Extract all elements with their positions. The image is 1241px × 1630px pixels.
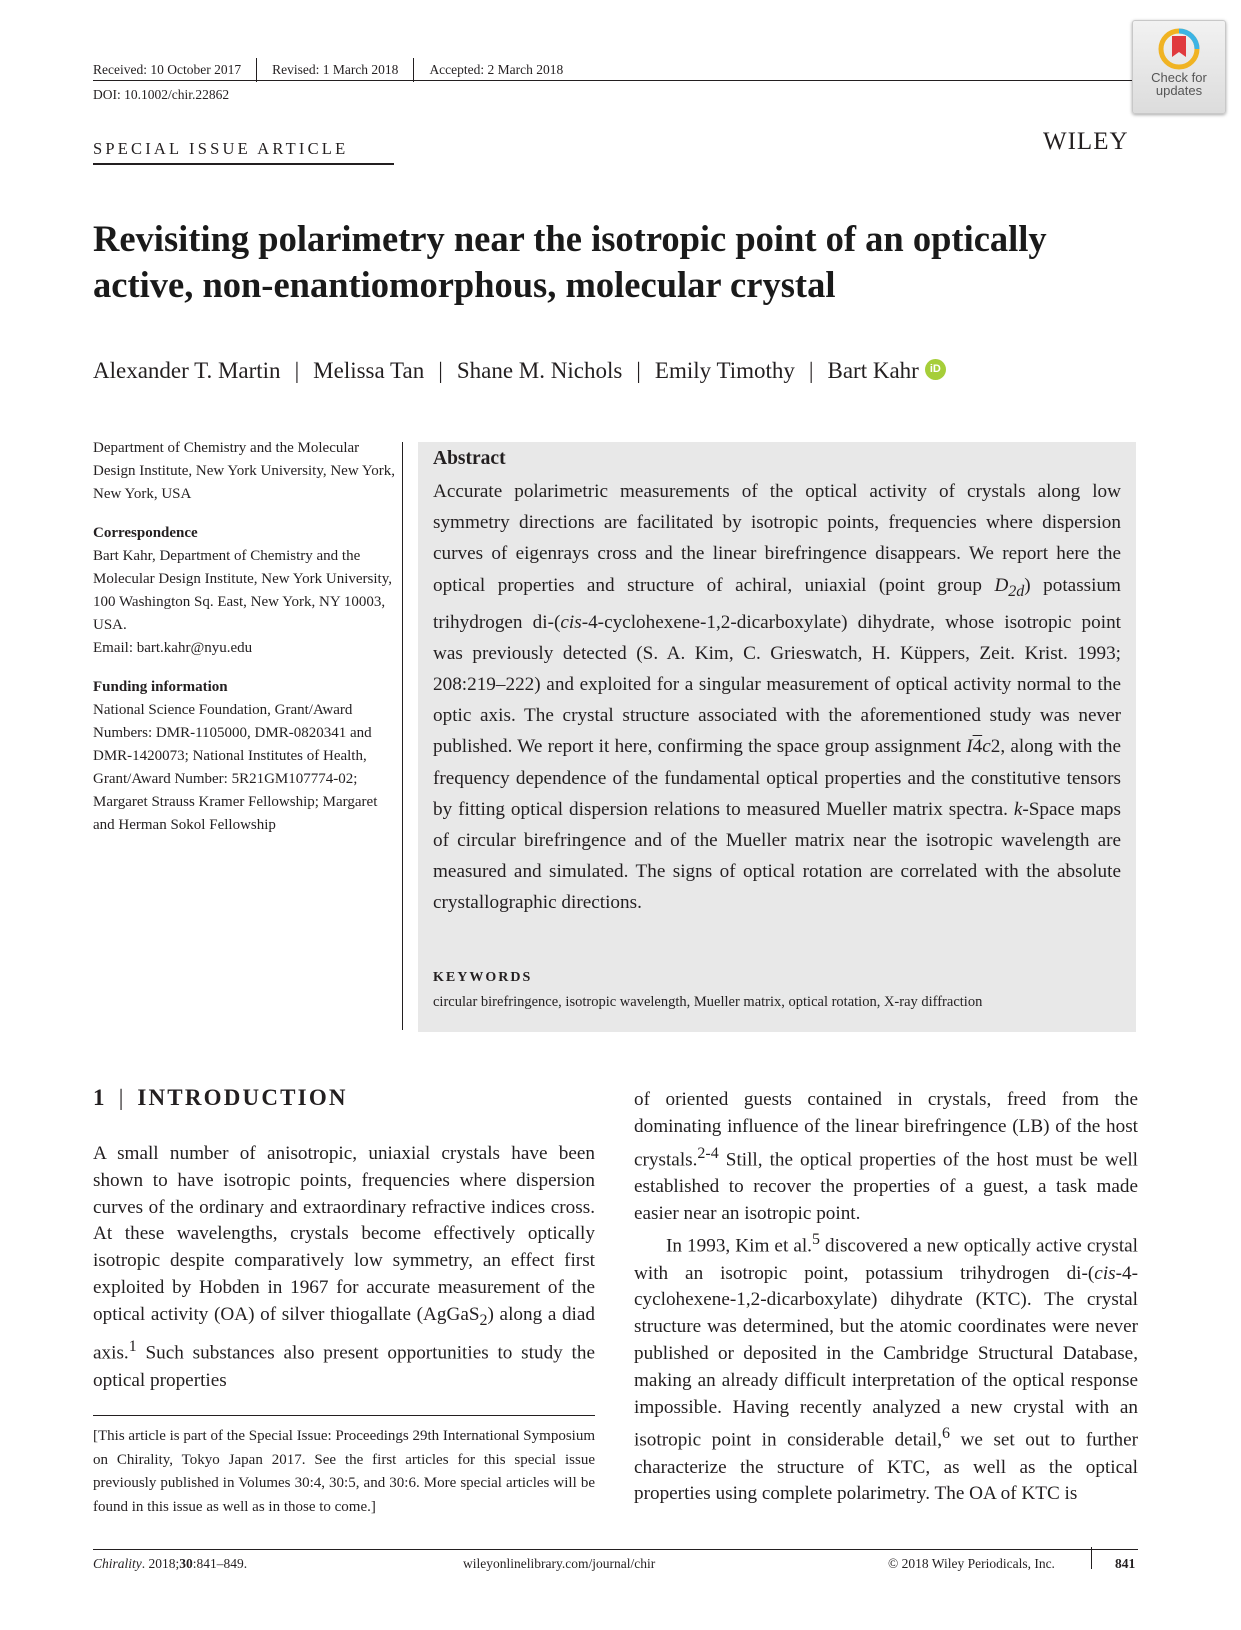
author-divider: | (808, 358, 814, 383)
correspondence-heading: Correspondence (93, 525, 198, 541)
funding-info: National Science Foundation, Grant/Award Numbers: DMR-1105000, DMR-0820341 and DMR-1420073; National Institutes of Health, Grant/Award Number: 5R21GM107774-02; Margaret Strauss Kramer Fellowship; Margaret and Herman Sokol Fellowship (93, 702, 378, 833)
orcid-icon[interactable]: iD (925, 359, 946, 380)
date-divider (256, 58, 257, 82)
author-divider: | (438, 358, 443, 383)
keywords-heading: KEYWORDS (433, 970, 533, 985)
publication-dates (93, 58, 563, 82)
author-divider: | (636, 358, 641, 383)
journal-citation: Chirality. 2018;30:841–849. (93, 1556, 248, 1571)
footnote-rule (93, 1415, 595, 1416)
paragraph: of oriented guests contained in crystals, freed from the dominating influence of the linear birefringence (LB) of the host crystals.$^{2-4}$ Still, the optical properties of the host must be well established to recover the properties of a guest, a task made easier near an isotropic point. (634, 1089, 1138, 1224)
section-heading (93, 1085, 348, 1111)
revised-date: Revised: 1 March 2018 (272, 62, 399, 77)
body-column-left (93, 1141, 595, 1394)
keywords-list: circular birefringence, isotropic wavelength, Mueller matrix, optical rotation, X-ray diffraction (433, 994, 983, 1010)
crossmark-icon (1157, 27, 1201, 71)
journal-url[interactable]: wileyonlinelibrary.com/journal/chir (463, 1556, 656, 1571)
paragraph: A small number of anisotropic, uniaxial crystals have been shown to have isotropic points, frequencies where dispersion curves of the ordinary and extraordinary refractive indices cross. At these wavelengths, crystals become effectively optically isotropic despite comparatively low symmetry, an effect first exploited by Hobden in 1967 for accurate measurement of the optical activity (OA) of silver thiogallate (AgGaS$_2$) along a diad axis.$^1$ Such substances also present opportunities to study the optical properties (93, 1143, 595, 1391)
page-number: 841 (1115, 1556, 1136, 1571)
affiliation: Department of Chemistry and the Molecular Design Institute, New York University, New York, New York, USA (93, 440, 395, 502)
abstract-text: Accurate polarimetric measurements of the optical activity of crystals along low symmetry directions are facilitated by isotropic points, frequencies where dispersion curves of eigenrays cross and the linear birefringence disappears. We report here the optical properties and structure of achiral, uniaxial (point group $D_{2d}$) potassium trihydrogen di-(cis-4-cyclohexene-1,2-dicarboxylate) dihydrate, whose isotropic point was previously detected (S. A. Kim, C. Grieswatch, H. Küppers, Zeit. Krist. 1993; 208:219–222) and exploited for a singular measurement of optical activity normal to the optic axis. The crystal structure associated with the aforementioned study was never published. We report it here, confirming the space group assignment I4c2, along with the frequency dependence of the fundamental optical properties and the constitutive tensors by fitting optical dispersion relations to measured Mueller matrix spectra. k-Space maps of circular birefringence and of the Mueller matrix near the isotropic wavelength are measured and simulated. The signs of optical rotation are correlated with the absolute crystallographic directions. (433, 481, 1121, 914)
article-info-sidebar (93, 437, 398, 837)
author[interactable]: Shane M. Nichols (456, 358, 623, 383)
badge-label: Check for updates (1151, 70, 1207, 98)
footer-divider (1091, 1547, 1092, 1569)
accepted-date: Accepted: 2 March 2018 (429, 62, 564, 77)
author[interactable]: Emily Timothy (654, 358, 795, 383)
date-divider (413, 58, 414, 82)
section-number: 1 (93, 1085, 107, 1110)
citation-link[interactable]: 2-4 (697, 1144, 719, 1162)
correspondence-email[interactable]: Email: bart.kahr@nyu.edu (93, 640, 253, 656)
copyright: © 2018 Wiley Periodicals, Inc. (888, 1556, 1055, 1571)
correspondence-address: Bart Kahr, Department of Chemistry and the Molecular Design Institute, New York University, 100 Washington Sq. East, New York, NY 10003, USA. (93, 548, 392, 633)
citation-link[interactable]: 5 (811, 1231, 820, 1249)
special-issue-footnote: [This article is part of the Special Issue: Proceedings 29th International Symposium on Chirality, Tokyo Japan 2017. See the first articles for this special issue previously published in Volumes 30:4, 30:5, and 30:6. More special articles will be found in this issue as well as in those to come.] (93, 1428, 595, 1515)
citation-link[interactable]: 6 (942, 1425, 951, 1443)
author[interactable]: Alexander T. Martin (93, 358, 281, 383)
section-title: INTRODUCTION (137, 1085, 348, 1110)
author[interactable]: Melissa Tan (313, 358, 425, 383)
header-rule (93, 80, 1138, 81)
sidebar-divider (402, 442, 403, 1030)
publisher-logo: WILEY (1043, 128, 1129, 155)
funding-heading: Funding information (93, 679, 228, 695)
article-title: Revisiting polarimetry near the isotropic point of an optically active, non-enantiomorphous, molecular crystal (93, 218, 1047, 305)
check-for-updates-badge[interactable] (1132, 20, 1226, 114)
abstract-heading: Abstract (433, 448, 506, 469)
footer-rule (93, 1549, 1138, 1550)
received-date: Received: 10 October 2017 (93, 62, 242, 77)
section-label-underline (93, 163, 394, 165)
doi[interactable]: DOI: 10.1002/chir.22862 (93, 87, 230, 102)
author-divider: | (294, 358, 300, 383)
author[interactable]: Bart Kahr (827, 358, 919, 383)
paragraph: In 1993, Kim et al.$^5$ discovered a new optically active crystal with an isotropic point, potassium trihydrogen di-(cis-4-cyclohexene-1,2-dicarboxylate) dihydrate (KTC). The crystal structure was determined, but the atomic coordinates were never published or deposited in the Cambridge Structural Database, making an already difficult interpretation of the optical response impossible. Having recently analyzed a new crystal with an isotropic point in considerable detail,$^6$ we set out to further characterize the structure of KTC, as well as the optical properties using complete polarimetry. The OA of KTC is (634, 1231, 1138, 1505)
author-list (93, 358, 946, 384)
body-column-right (634, 1087, 1138, 1508)
citation-link[interactable]: 1 (128, 1338, 137, 1356)
section-divider: | (118, 1085, 124, 1110)
section-label: SPECIAL ISSUE ARTICLE (93, 139, 349, 158)
